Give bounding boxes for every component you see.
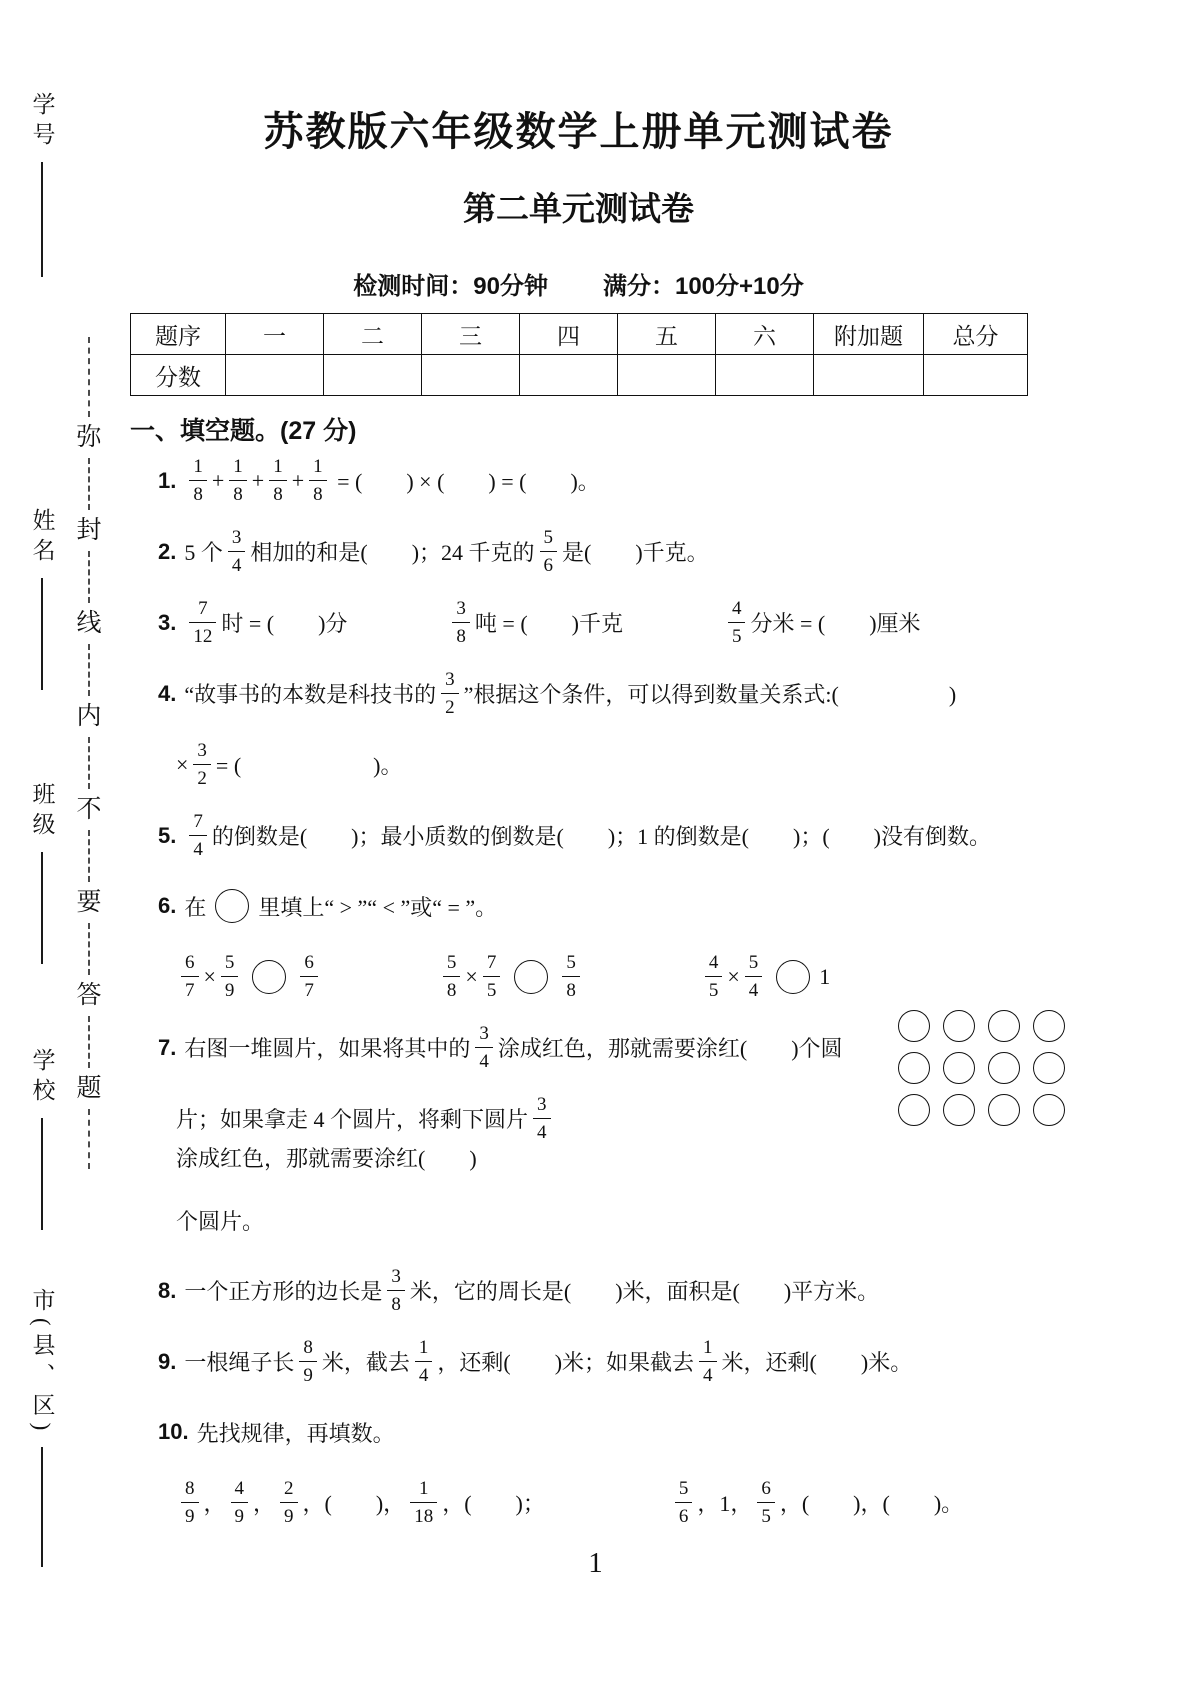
fraction-numerator: 5: [224, 952, 235, 973]
fraction-denominator: 6: [675, 1502, 693, 1526]
fraction: [705, 953, 723, 1000]
fraction: [221, 953, 239, 1000]
fraction: [228, 528, 246, 575]
student-field-blank-line: [41, 1118, 43, 1230]
question-10: [130, 1409, 1027, 1526]
question-text: +: [211, 467, 225, 493]
seal-text-char: 内: [76, 703, 102, 730]
fraction-numerator: 6: [761, 1478, 771, 1499]
fraction: [540, 528, 558, 575]
score-table: [130, 313, 1028, 396]
question-text: ，( )；: [442, 1491, 545, 1516]
fraction-numerator: 3: [479, 1023, 489, 1044]
question-text: ×: [176, 751, 189, 777]
counters-circle-grid: [898, 1010, 1065, 1126]
fraction-numerator: 3: [537, 1094, 547, 1115]
section-heading: 一、填空题。(27 分): [130, 417, 357, 445]
student-field-blank-line: [41, 578, 43, 690]
fraction-numerator: 4: [731, 598, 742, 619]
question-text: 在: [184, 894, 207, 920]
counter-circle: [943, 1094, 975, 1126]
question-text: ，: [253, 1491, 276, 1516]
question-number: 6.: [158, 893, 177, 918]
question-line: [158, 741, 1027, 788]
question-text: ，( )，: [302, 1491, 406, 1516]
fraction-numerator: 4: [708, 952, 719, 973]
fraction-denominator: 9: [221, 976, 239, 1000]
question-text: 1: [819, 963, 831, 989]
fraction-denominator: 2: [193, 764, 211, 788]
fraction: [452, 599, 470, 646]
question-text: +: [291, 467, 305, 493]
question-line: [158, 812, 1027, 859]
question-number: 3.: [158, 609, 177, 635]
question-line: [158, 1197, 852, 1243]
exam-time-label: 检测时间：90分钟: [353, 273, 548, 300]
student-field: [20, 782, 64, 964]
question-text: 5 个: [184, 540, 223, 565]
fraction: [562, 953, 580, 1000]
comparison-circle: [252, 960, 286, 994]
fraction-denominator: 5: [705, 976, 723, 1000]
fraction: [415, 1338, 433, 1385]
question-line: [158, 1267, 1027, 1314]
counter-circle: [988, 1010, 1020, 1042]
seal-dash-line: [88, 551, 90, 603]
question-text: ，还剩( )米；如果截去: [437, 1350, 695, 1375]
fraction: [699, 1338, 717, 1385]
fraction-denominator: 8: [443, 976, 461, 1000]
student-field-blank-line: [41, 162, 43, 277]
question-text: 米，截去: [321, 1350, 410, 1375]
fraction: [269, 457, 287, 504]
question-number: 9.: [158, 1348, 177, 1374]
student-field: [20, 1288, 64, 1567]
fraction: [231, 1479, 249, 1526]
fraction-numerator: 2: [284, 1478, 294, 1499]
question-text: = ( ) × ( ) = ( )。: [331, 469, 600, 494]
question-text: ，( )，( )。: [779, 1491, 964, 1516]
fraction-numerator: 7: [193, 811, 203, 832]
fraction: [193, 741, 211, 788]
question-number: 10.: [158, 1419, 189, 1444]
fraction-numerator: 8: [303, 1337, 313, 1358]
paper-title: 苏教版六年级数学上册单元测试卷: [263, 110, 894, 154]
student-field-blank-line: [41, 852, 43, 964]
score-table-score-cell: [814, 355, 924, 396]
question-line: [158, 883, 1027, 929]
fraction: [443, 953, 461, 1000]
question-number: 2.: [158, 538, 177, 564]
fraction: [728, 599, 746, 646]
counter-circle: [898, 1010, 930, 1042]
fraction-denominator: 4: [745, 976, 763, 1000]
student-field-label: 学号: [29, 92, 55, 152]
fraction: [189, 812, 207, 859]
question-line: [158, 1024, 852, 1071]
fraction-numerator: 1: [418, 1478, 429, 1499]
fraction-numerator: 1: [703, 1337, 713, 1358]
exam-info: [130, 266, 1027, 301]
counter-circle: [988, 1094, 1020, 1126]
score-table-header-cell: 四: [520, 314, 618, 355]
question-text: 涂成红色，那就需要涂红( )个圆: [497, 1036, 843, 1061]
score-table-header-cell: 附加题: [814, 314, 924, 355]
fraction-numerator: 3: [197, 740, 207, 761]
question-line: [158, 599, 1027, 646]
fraction-denominator: 9: [280, 1502, 298, 1526]
question-text: = ( )。: [215, 753, 403, 778]
question-9: [130, 1338, 1027, 1385]
fraction-denominator: 4: [475, 1047, 493, 1071]
student-field-label: 学校: [29, 1048, 55, 1108]
page-number: 1: [588, 1547, 603, 1579]
fraction-denominator: 4: [228, 551, 246, 575]
question-text: “故事书的本数是科技书的: [184, 682, 437, 707]
question-line: [158, 1095, 852, 1173]
questions-list: [130, 457, 1027, 1526]
student-field-blank-line: [41, 1447, 43, 1567]
fraction-denominator: 9: [231, 1502, 249, 1526]
fraction-denominator: 4: [533, 1118, 551, 1142]
score-table-header-cell: 一: [226, 314, 324, 355]
fraction: [387, 1267, 405, 1314]
question-text: 个圆片。: [176, 1208, 265, 1234]
seal-text-char: 封: [76, 517, 102, 544]
question-number: 4.: [158, 680, 177, 706]
fraction-denominator: 5: [728, 622, 746, 646]
question-text: ，1，: [697, 1491, 753, 1516]
seal-text-char: 不: [76, 796, 102, 823]
question-text: ×: [203, 963, 216, 989]
counter-circle: [943, 1010, 975, 1042]
score-table-header-cell: 三: [422, 314, 520, 355]
student-field-label: 姓名: [29, 508, 55, 568]
fraction-denominator: 2: [441, 693, 459, 717]
fraction: [309, 457, 327, 504]
question-number: 5.: [158, 822, 177, 848]
question-text: 的倒数是( )；最小质数的倒数是( )；1 的倒数是( )；( )没有倒数。: [211, 824, 991, 849]
question-4: [130, 670, 1027, 788]
seal-text-char: 线: [76, 610, 102, 637]
fraction: [189, 599, 216, 646]
fraction-denominator: 4: [415, 1361, 433, 1385]
score-table-score-cell: [324, 355, 422, 396]
fraction: [410, 1479, 437, 1526]
question-text: 分米 = ( )厘米: [750, 611, 921, 636]
counter-circle: [898, 1052, 930, 1084]
fraction-numerator: 5: [678, 1478, 689, 1499]
fraction: [675, 1479, 693, 1526]
question-text: 片；如果拿走 4 个圆片，将剩下圆片: [176, 1107, 529, 1132]
seal-dash-line: [88, 737, 90, 789]
question-5: [130, 812, 1027, 859]
question-text: ×: [727, 963, 740, 989]
fraction: [189, 457, 207, 504]
spacer: [585, 976, 700, 977]
exam-fullscore-label: 满分：100分+10分: [602, 273, 804, 300]
question-text: ×: [465, 963, 478, 989]
fraction-denominator: 8: [452, 622, 470, 646]
question-6: [130, 883, 1027, 1000]
fraction-denominator: 8: [229, 480, 247, 504]
question-text: 一个正方形的边长是: [184, 1279, 383, 1304]
fraction-numerator: 1: [418, 1337, 429, 1358]
question-1: [130, 457, 1027, 504]
question-8: [130, 1267, 1027, 1314]
fraction-numerator: 7: [198, 598, 208, 619]
question-text: 右图一堆圆片，如果将其中的: [184, 1036, 471, 1061]
student-field: [20, 508, 64, 690]
fraction: [229, 457, 247, 504]
score-table-header-cell: 二: [324, 314, 422, 355]
question-number: 8.: [158, 1277, 177, 1303]
fraction-numerator: 3: [231, 527, 242, 548]
fraction: [483, 953, 501, 1000]
student-field: [20, 1048, 64, 1230]
question-text: ，: [203, 1491, 226, 1516]
score-table-corner-cell: 题序: [131, 314, 226, 355]
seal-text-char: 弥: [76, 424, 102, 451]
counter-circle: [1033, 1010, 1065, 1042]
fraction-denominator: 9: [181, 1502, 199, 1526]
fraction: [299, 1338, 317, 1385]
question-text: 一根绳子长: [184, 1350, 295, 1375]
fraction-denominator: 9: [299, 1361, 317, 1385]
fraction-denominator: 8: [189, 480, 207, 504]
question-text: 相加的和是( )；24 千克的: [250, 540, 535, 565]
fraction-numerator: 1: [233, 456, 243, 477]
question-text: 里填上“ > ”“ < ”或“ = ”。: [258, 894, 498, 920]
fraction-denominator: 8: [269, 480, 287, 504]
seal-text-char: 要: [76, 889, 102, 916]
seal-text-column: [74, 330, 104, 1176]
fraction-numerator: 5: [566, 952, 576, 973]
main-content: [130, 58, 1027, 1550]
counter-circle: [898, 1094, 930, 1126]
question-text: 是( )千克。: [562, 540, 709, 565]
fraction: [181, 953, 199, 1000]
fraction: [757, 1479, 775, 1526]
score-table-score-cell: [618, 355, 716, 396]
fraction-denominator: 4: [189, 835, 207, 859]
fraction: [475, 1024, 493, 1071]
fraction-denominator: 8: [309, 480, 327, 504]
fraction-denominator: 8: [562, 976, 580, 1000]
counter-circle: [943, 1052, 975, 1084]
score-table-header-cell: 总分: [924, 314, 1028, 355]
question-line: [158, 1479, 1027, 1526]
fraction-denominator: 4: [699, 1361, 717, 1385]
comparison-circle: [776, 960, 810, 994]
question-text: 涂成红色，那就需要涂红( ): [176, 1146, 477, 1171]
seal-dash-line: [88, 644, 90, 696]
fraction-denominator: 18: [410, 1502, 437, 1526]
score-table-header-cell: 五: [618, 314, 716, 355]
fraction-numerator: 1: [313, 456, 323, 477]
fraction-numerator: 5: [543, 527, 554, 548]
seal-dash-line: [88, 1109, 90, 1169]
seal-dash-line: [88, 337, 90, 417]
fraction: [181, 1479, 199, 1526]
student-field-label: 市(县、区): [29, 1288, 55, 1438]
comparison-circle: [215, 889, 249, 923]
counter-circle: [1033, 1094, 1065, 1126]
seal-dash-line: [88, 458, 90, 510]
counter-circle: [988, 1052, 1020, 1084]
fraction-denominator: 12: [189, 622, 216, 646]
unit-title: 第二单元测试卷: [463, 190, 694, 227]
question-text: +: [251, 467, 265, 493]
fraction-numerator: 8: [185, 1478, 195, 1499]
score-table-score-cell: [924, 355, 1028, 396]
fraction-denominator: 7: [181, 976, 199, 1000]
fraction: [280, 1479, 298, 1526]
spacer: [545, 1502, 670, 1503]
fraction-denominator: 7: [300, 976, 318, 1000]
seal-dash-line: [88, 923, 90, 975]
spacer: [323, 976, 438, 977]
question-7: [130, 1024, 1027, 1243]
fraction-denominator: 6: [540, 551, 558, 575]
fraction-numerator: 3: [391, 1266, 401, 1287]
question-line: [158, 1409, 1027, 1455]
comparison-circle: [514, 960, 548, 994]
question-text: 米，还剩( )米。: [721, 1350, 913, 1375]
question-text: 先找规律，再填数。: [196, 1420, 395, 1446]
question-text: 时 = ( )分: [221, 611, 348, 636]
question-number: 7.: [158, 1034, 177, 1060]
fraction-numerator: 5: [446, 952, 457, 973]
fraction-numerator: 1: [273, 456, 283, 477]
student-field: [20, 92, 64, 277]
counter-circle: [1033, 1052, 1065, 1084]
fraction-numerator: 3: [445, 669, 455, 690]
fraction-denominator: 5: [757, 1502, 775, 1526]
fraction: [300, 953, 318, 1000]
seal-dash-line: [88, 830, 90, 882]
fraction: [533, 1095, 551, 1142]
question-line: [158, 670, 1027, 717]
question-3: [130, 599, 1027, 646]
fraction-numerator: 1: [193, 456, 203, 477]
seal-dash-line: [88, 1016, 90, 1068]
score-table-score-cell: [716, 355, 814, 396]
question-number: 1.: [158, 467, 177, 493]
question-text: 米，它的周长是( )米，面积是( )平方米。: [409, 1279, 880, 1304]
fraction-denominator: 5: [483, 976, 501, 1000]
score-row-label: 分数: [131, 355, 226, 396]
spacer: [347, 622, 447, 623]
spacer: [623, 622, 723, 623]
fraction-numerator: 7: [486, 952, 497, 973]
fraction-numerator: 6: [185, 952, 195, 973]
question-line: [158, 953, 1027, 1000]
fraction-numerator: 4: [234, 1478, 245, 1499]
student-field-label: 班级: [29, 782, 55, 842]
seal-text-char: 题: [76, 1075, 102, 1102]
fraction: [745, 953, 763, 1000]
score-table-score-cell: [226, 355, 324, 396]
fraction-denominator: 8: [387, 1290, 405, 1314]
fraction-numerator: 6: [304, 952, 314, 973]
question-line: [158, 457, 1027, 504]
question-line: [158, 528, 1027, 575]
score-table-score-cell: [520, 355, 618, 396]
fraction-numerator: 3: [456, 598, 466, 619]
fraction-numerator: 5: [748, 952, 759, 973]
question-text: ”根据这个条件，可以得到数量关系式:( ): [463, 682, 957, 707]
fraction: [441, 670, 459, 717]
question-text: 吨 = ( )千克: [474, 611, 623, 636]
question-line: [158, 1338, 1027, 1385]
seal-text-char: 答: [76, 982, 102, 1009]
score-table-score-cell: [422, 355, 520, 396]
score-table-header-cell: 六: [716, 314, 814, 355]
question-2: [130, 528, 1027, 575]
seal-margin: [0, 0, 128, 1684]
